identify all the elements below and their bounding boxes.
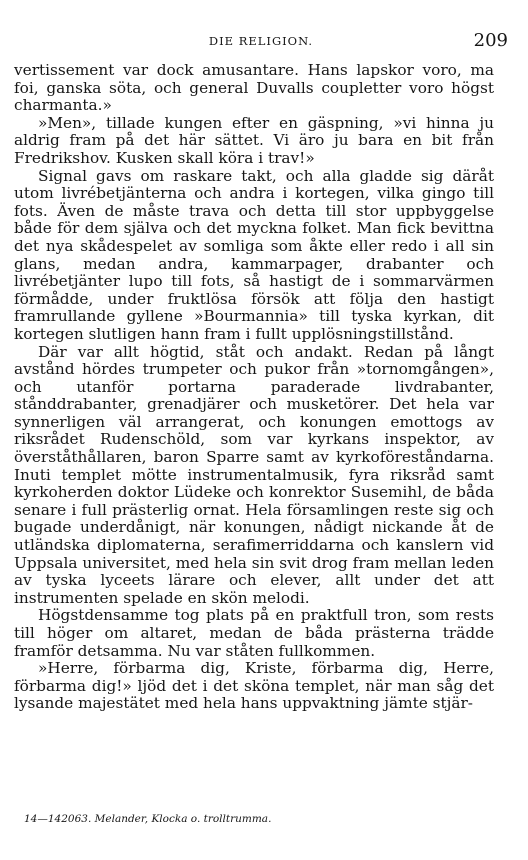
paragraph: Högstdensamme tog plats på en praktfull tron, som rests till höger om altaret, medan de båda prästerna trädde framför detsamma. Nu var ståten fullkommen. [14, 606, 494, 660]
paragraph: »Herre, förbarma dig, Kriste, förbarma dig, Herre, förbarma dig!» ljöd det i det sköna templet, när man såg det lysande majestätet med hela hans uppvaktning jämte stjär- [14, 659, 494, 713]
paragraph-continuation: vertissement var dock amusantare. Hans lapskor voro, ma foi, ganska söta, och general Duvalls coupletter voro högst charmanta.» [14, 61, 494, 115]
paragraph: »Men», tillade kungen efter en gäspning, »vi hinna ju aldrig fram på det här sättet. Vi äro ju bara en bit från Fredrikshov. Kusken skall köra i trav!» [14, 113, 494, 167]
paragraph: Där var allt högtid, ståt och andakt. Redan på långt avstånd hördes trumpeter och pukor från »tornomgången», och utanför portarna paraderade livdrabanter, stånddrabanter, grenadjärer och musketörer. Det hela var synnerligen väl arrangerat, och konungen emottogs av riksrådet Rudenschöld, som var kyrkans inspektor, av överståthållaren, baron Sparre samt av kyrkoföreståndarna. Inuti templet mötte instrumentalmusik, fyra riksråd samt kyrkoherden doktor Lüdeke och konrektor Susemihl, de båda senare i full prästerlig ornat. Hela församlingen reste sig och bugade underdånigt, när konungen, nådigt nickande åt de utländska diplomaterna, serafimerriddarna och kanslern vid Uppsala universitet, med hela sin svit drog fram mellan leden av tyska lyceets lärare och elever, allt under det att instrumenten spelade en skön melodi. [14, 342, 494, 607]
paragraph: Signal gavs om raskare takt, och alla gladde sig däråt utom livrébetjänterna och andra i kortegen, vilka gingo till fots. Även de måste trava och detta till stor uppbyggelse både för dem själva och det myckna folket. Man fick bevittna det nya skådespelet av somliga som åkte eller redo i all sin glans, medan andra, kammarpager, drabanter och livrébetjänter lupo till fots, så hastigt de i sommarvärmen förmådde, under fruktlösa försök att följa den hastigt framrullande gyllene »Bourmannia» till tyska kyrkan, dit kortegen slutligen hann fram i fullt upplösningstillstånd. [14, 166, 494, 343]
page-header [14, 30, 508, 54]
printer-signature: 14—142063. Melander, Klocka o. trolltrumma. [24, 813, 272, 825]
page-number: 209 [473, 30, 508, 51]
running-head: DIE RELIGION. [208, 34, 314, 48]
page-body [14, 62, 494, 713]
